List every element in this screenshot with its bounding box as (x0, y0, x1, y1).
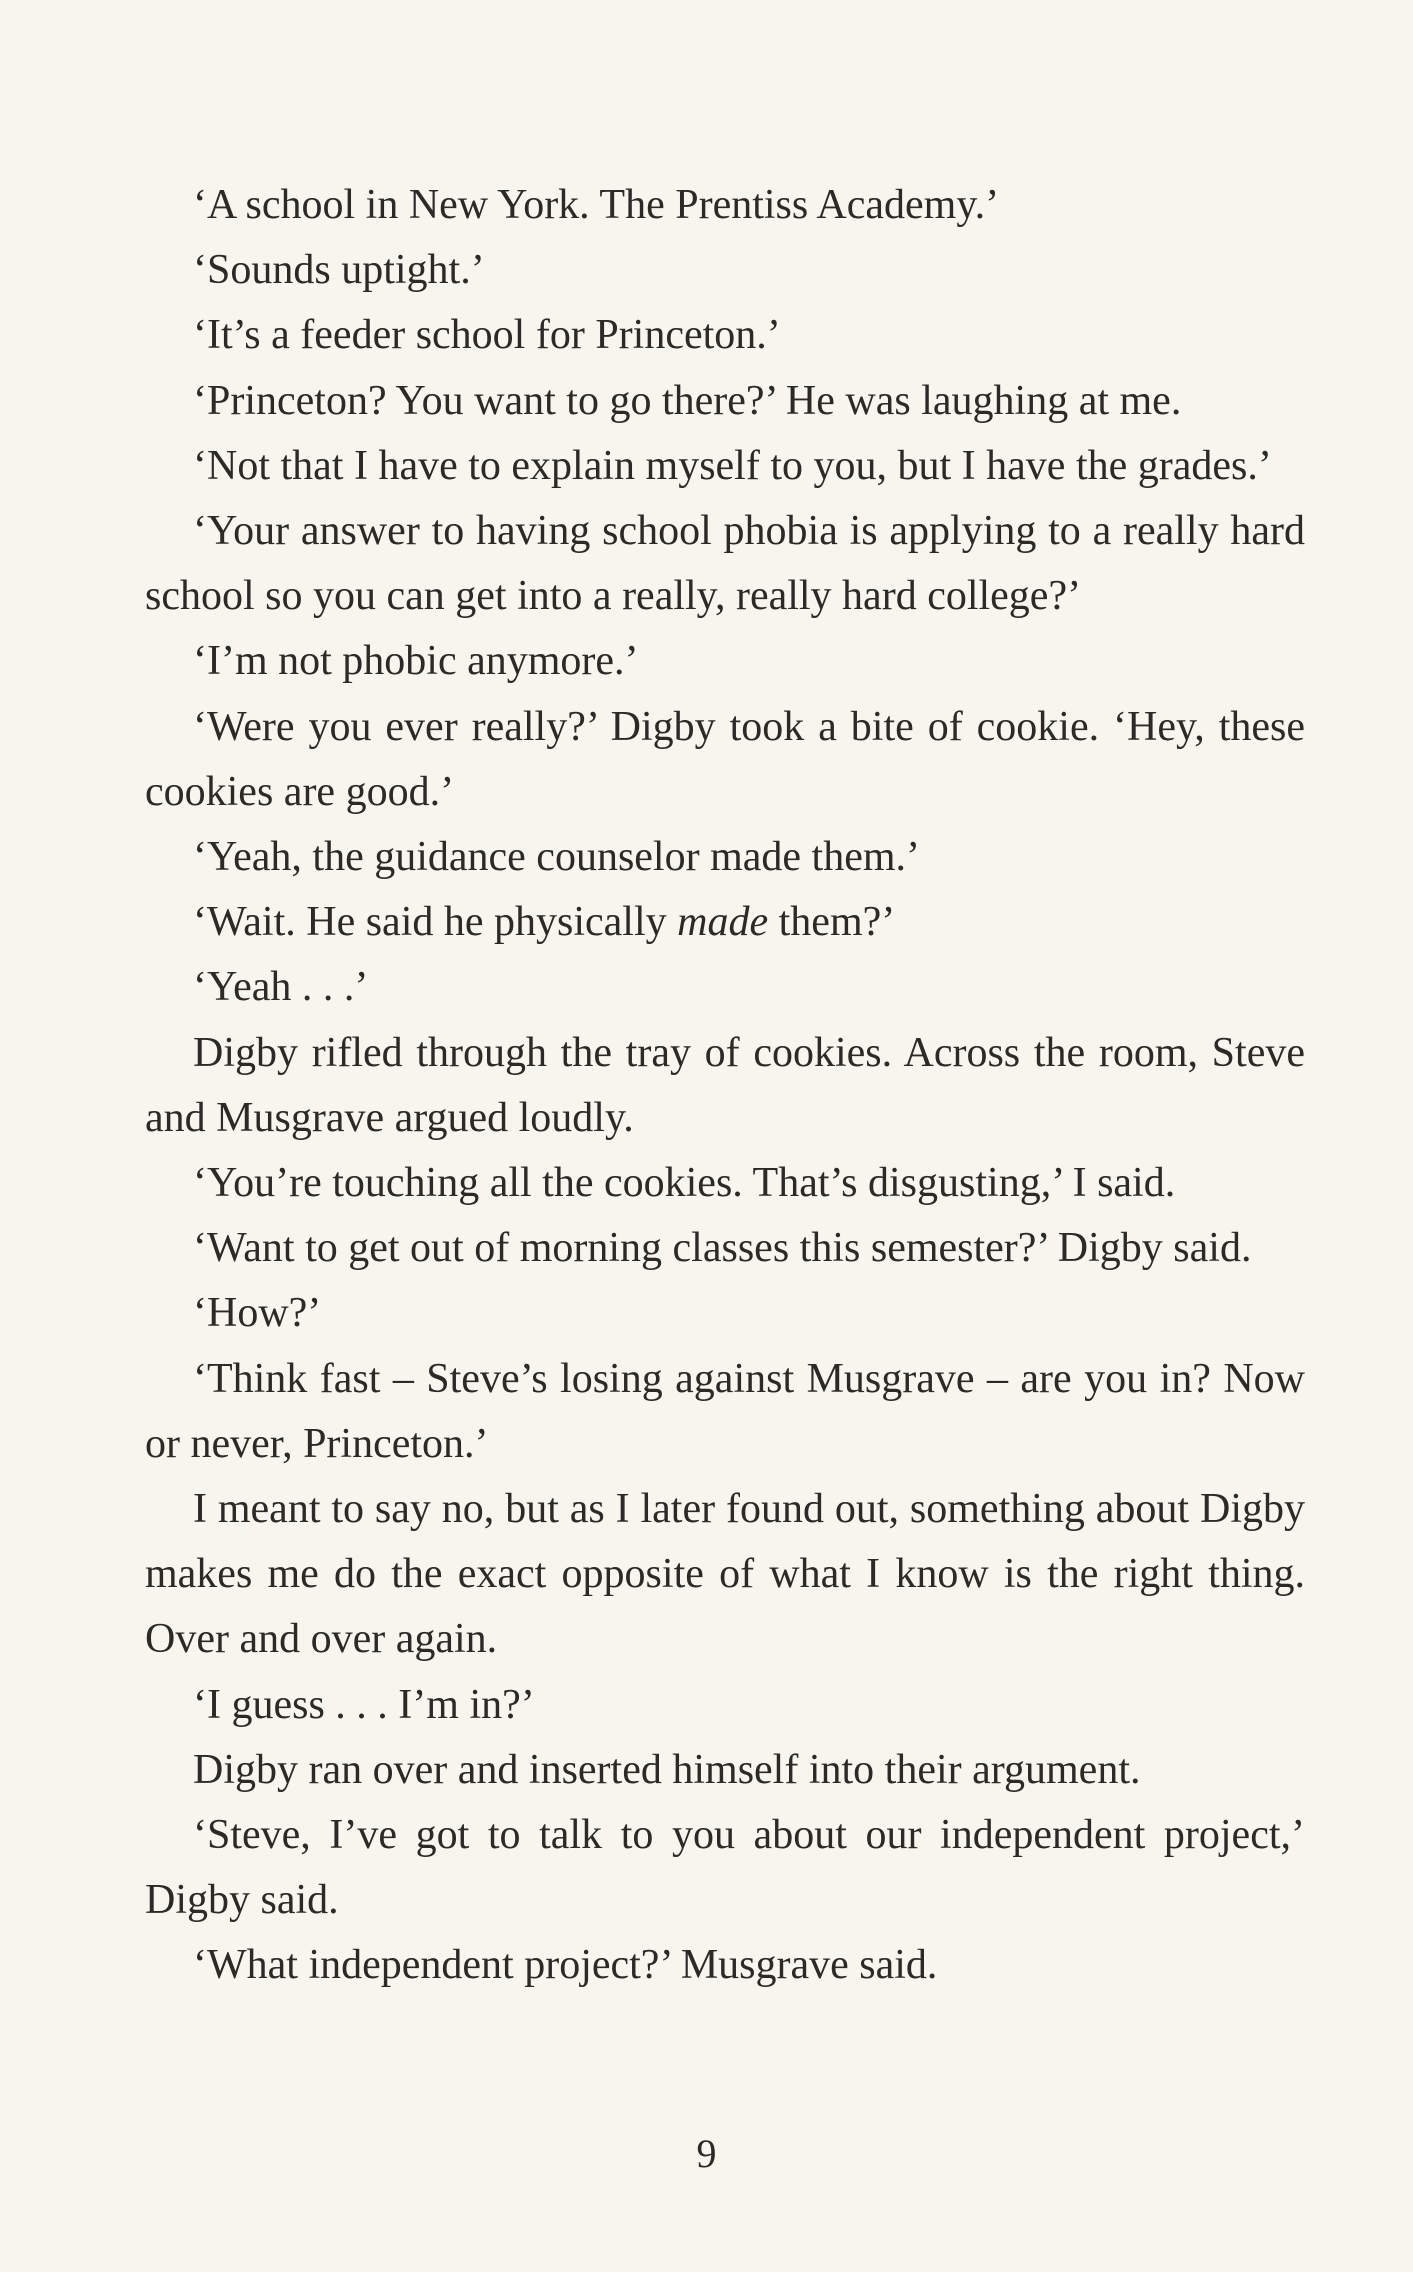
page-number: 9 (696, 2131, 717, 2176)
paragraph: ‘Princeton? You want to go there?’ He was laughing at me. (193, 377, 1182, 424)
body-text (145, 173, 1305, 1999)
paragraph: ‘Were you ever really?’ Digby took a bite of cookie. ‘Hey, these cookies are good.’ (145, 703, 1305, 815)
paragraph: I meant to say no, but as I later found out, something about Digby makes me do the exact opposite of what I know is the right thing. Over and over again. (145, 1486, 1305, 1663)
paragraph: ‘I guess . . . I’m in?’ (193, 1681, 535, 1728)
paragraph: Digby ran over and inserted himself into their argument. (193, 1746, 1141, 1793)
paragraph: ‘Not that I have to explain myself to you, but I have the grades.’ (193, 442, 1272, 489)
paragraph: ‘Sounds uptight.’ (193, 247, 485, 294)
paragraph: ‘Yeah . . .’ (193, 964, 369, 1011)
paragraph: ‘A school in New York. The Prentiss Academy.’ (193, 182, 1000, 228)
paragraph: ‘Want to get out of morning classes this semester?’ Digby said. (193, 1225, 1252, 1272)
paragraph: ‘I’m not phobic anymore.’ (193, 638, 639, 685)
paragraph: ‘What independent project?’ Musgrave said. (193, 1942, 938, 1989)
paragraph: ‘Wait. He said he physically made them?’ (193, 899, 896, 946)
paragraph: ‘It’s a feeder school for Princeton.’ (193, 312, 781, 359)
paragraph: Digby rifled through the tray of cookies. Across the room, Steve and Musgrave argued loudly. (145, 1029, 1305, 1141)
paragraph: ‘How?’ (193, 1290, 322, 1337)
paragraph: ‘Think fast – Steve’s losing against Musgrave – are you in? Now or never, Princeton.’ (145, 1355, 1305, 1467)
paragraph: ‘Yeah, the guidance counselor made them.’ (193, 834, 921, 881)
paragraph: ‘Steve, I’ve got to talk to you about our independent project,’ Digby said. (145, 1812, 1305, 1924)
emphasis: made (677, 899, 769, 946)
paragraph: ‘You’re touching all the cookies. That’s disgusting,’ I said. (193, 1160, 1176, 1207)
paragraph: ‘Your answer to having school phobia is applying to a really hard school so you can get into a really, really hard college?’ (145, 508, 1305, 620)
